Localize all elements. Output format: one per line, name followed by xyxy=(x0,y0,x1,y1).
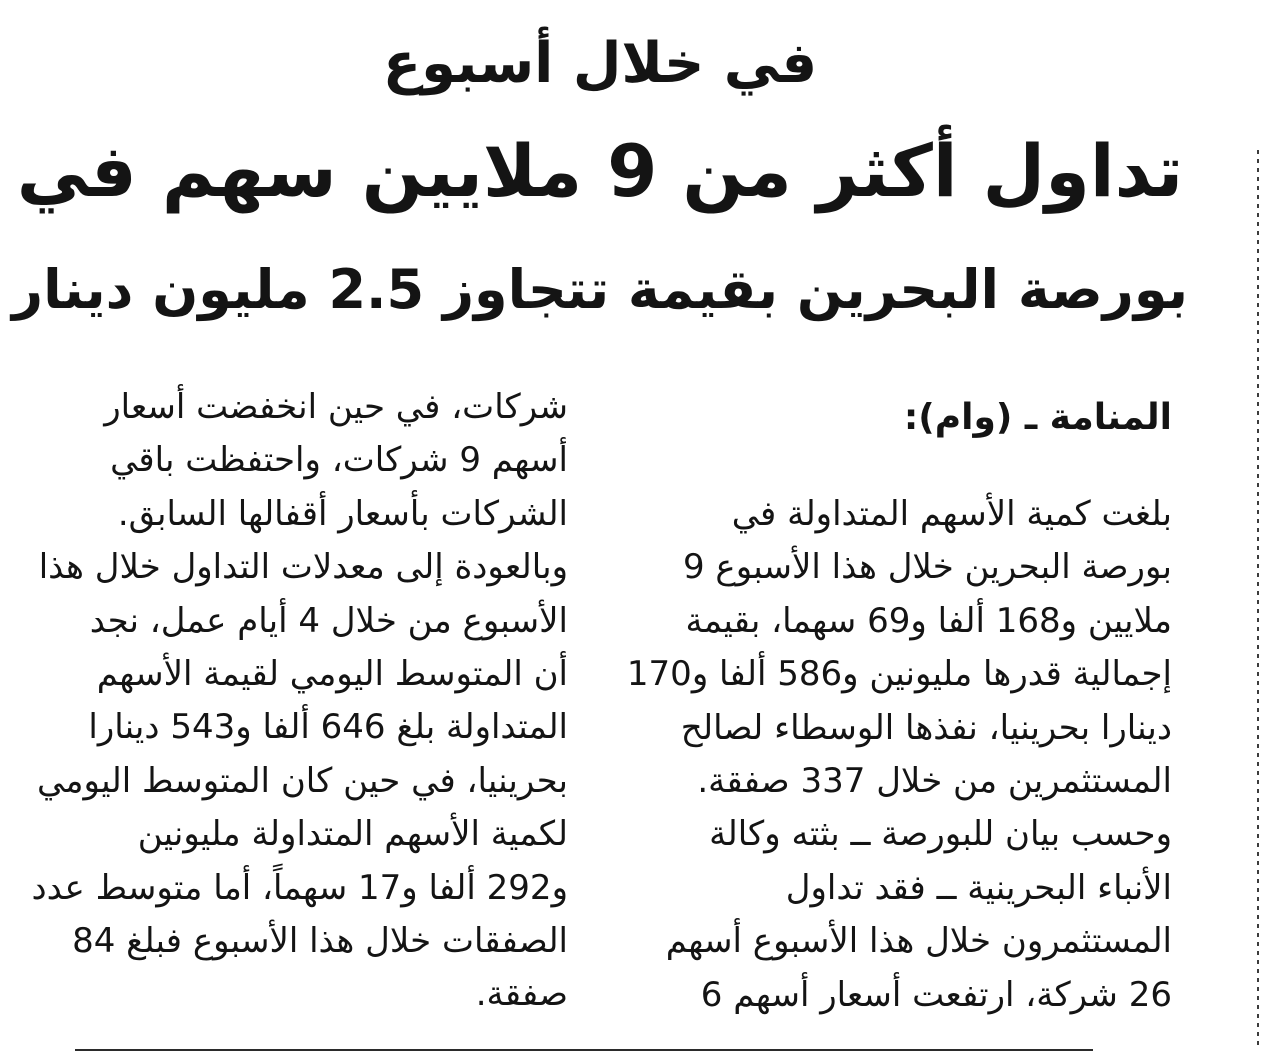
body-column-right xyxy=(612,488,1172,1022)
body-line: بلغت كمية الأسهم المتداولة في xyxy=(731,494,1172,534)
body-line: دينارا بحرينيا، نفذها الوسطاء لصالح xyxy=(680,707,1172,748)
body-line: أن المتوسط اليومي لقيمة الأسهم xyxy=(96,653,568,694)
body-line: صفقة. xyxy=(475,974,568,1015)
body-line: لكمية الأسهم المتداولة مليونين xyxy=(137,814,568,855)
body-line: الشركات بأسعار أقفالها السابق. xyxy=(117,493,568,534)
body-line: أسهم 9 شركات، واحتفظت باقي xyxy=(110,440,568,481)
body-line: المتداولة بلغ 646 ألفا و543 دينارا xyxy=(88,707,568,748)
body-line: و292 ألفا و17 سهماً، أما متوسط عدد xyxy=(31,867,568,908)
headline-line-1: تداول أكثر من 9 ملايين سهم في xyxy=(16,129,1184,213)
body-line: ملايين و168 ألفا و69 سهما، بقيمة xyxy=(685,600,1172,641)
body-line: 26 شركة، ارتفعت أسعار أسهم 6 xyxy=(700,974,1172,1015)
body-line: وحسب بيان للبورصة ــ بثته وكالة xyxy=(709,814,1172,855)
body-line: الصفقات خلال هذا الأسبوع فبلغ 84 xyxy=(72,920,568,961)
body-line: الأنباء البحرينية ــ فقد تداول xyxy=(785,867,1172,908)
body-line: إجمالية قدرها مليونين و586 ألفا و170 xyxy=(626,654,1172,695)
bottom-separator-rule xyxy=(75,1049,1093,1051)
body-line: وبالعودة إلى معدلات التداول خلال هذا xyxy=(38,547,568,588)
body-column-left xyxy=(8,381,568,1022)
column-edge-rule xyxy=(1257,150,1259,1050)
headline-line-2: بورصة البحرين بقيمة تتجاوز 2.5 مليون دينار xyxy=(12,258,1188,321)
article-kicker: في خلال أسبوع xyxy=(382,31,818,96)
body-line: المستثمرون خلال هذا الأسبوع أسهم xyxy=(665,921,1172,962)
body-line: المستثمرين من خلال 337 صفقة. xyxy=(697,760,1172,801)
body-line: بورصة البحرين خلال هذا الأسبوع 9 xyxy=(682,547,1172,588)
body-line: شركات، في حين انخفضت أسعار xyxy=(104,387,568,427)
body-line: الأسبوع من خلال 4 أيام عمل، نجد xyxy=(89,600,568,641)
body-line: بحرينيا، في حين كان المتوسط اليومي xyxy=(36,760,568,801)
dateline-byline: المنامة ـ (وام): xyxy=(903,397,1172,438)
